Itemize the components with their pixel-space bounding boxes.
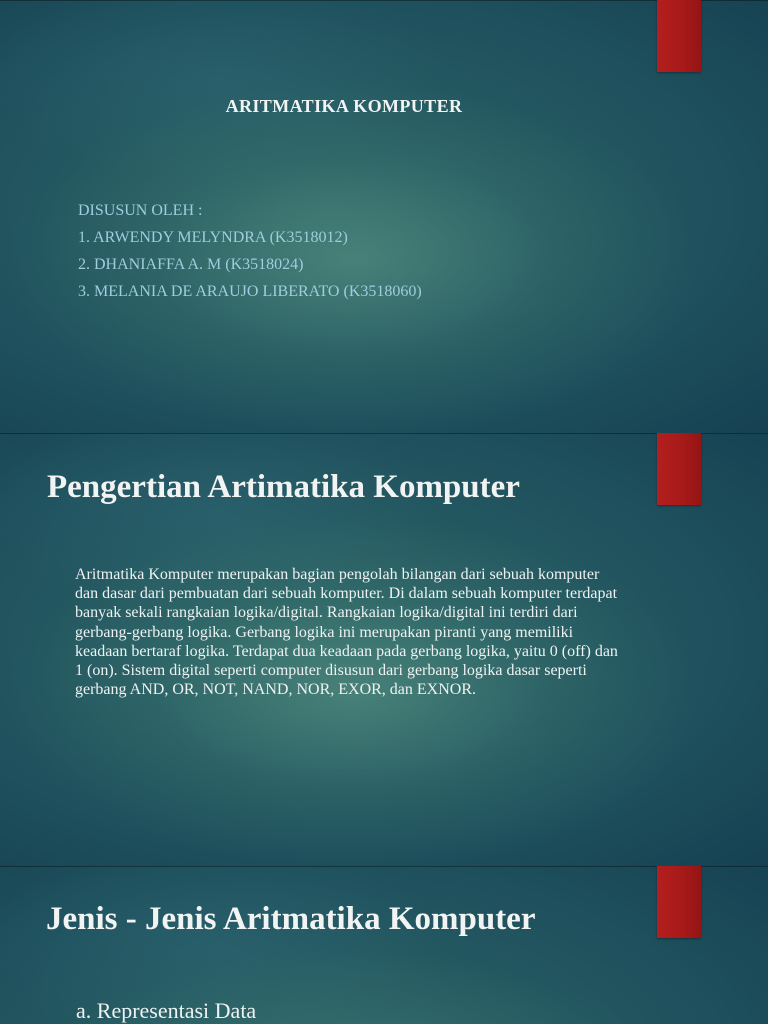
body-line: gerbang AND, OR, NOT, NAND, NOR, EXOR, dan EXNOR.	[75, 681, 476, 699]
slide-types	[0, 866, 768, 1024]
body-line: 1 (on). Sistem digital seperti computer disusun dari gerbang logika dasar seperti	[75, 661, 587, 679]
author-item: 3. MELANIA DE ARAUJO LIBERATO (K3518060)	[78, 283, 422, 300]
body-line: dan dasar dari pembuatan dari sebuah komputer. Di dalam sebuah komputer terdapat	[75, 585, 618, 603]
slide-cover	[0, 0, 768, 433]
body-paragraph	[75, 565, 618, 699]
author-item: 2. DHANIAFFA A. M (K3518024)	[78, 256, 304, 273]
body-line: keadaan bertaraf logika. Terdapat dua keadaan pada gerbang logika, yaitu 0 (off) dan	[75, 642, 618, 660]
topic-list	[76, 998, 256, 1024]
slide-title: Jenis - Jenis Aritmatika Komputer	[46, 901, 536, 937]
red-accent-bar	[657, 433, 701, 505]
author-item: 1. ARWENDY MELYNDRA (K3518012)	[78, 229, 348, 246]
red-accent-bar	[657, 866, 701, 938]
red-accent-bar	[657, 0, 701, 72]
cover-title: ARITMATIKA KOMPUTER	[225, 96, 463, 116]
list-item: a. Representasi Data	[76, 998, 257, 1023]
slide-title: Pengertian Artimatika Komputer	[47, 469, 520, 505]
authors-list	[78, 197, 422, 305]
body-line: gerbang-gerbang logika. Gerbang logika ini merupakan piranti yang memiliki	[75, 623, 574, 641]
slide-definition	[0, 433, 768, 866]
body-line: banyak sekali rangkaian logika/digital. Rangkaian logika/digital ini terdiri dari	[75, 604, 578, 622]
body-line: Aritmatika Komputer merupakan bagian pengolah bilangan dari sebuah komputer	[75, 566, 600, 583]
authors-heading: DISUSUN OLEH :	[78, 202, 203, 219]
